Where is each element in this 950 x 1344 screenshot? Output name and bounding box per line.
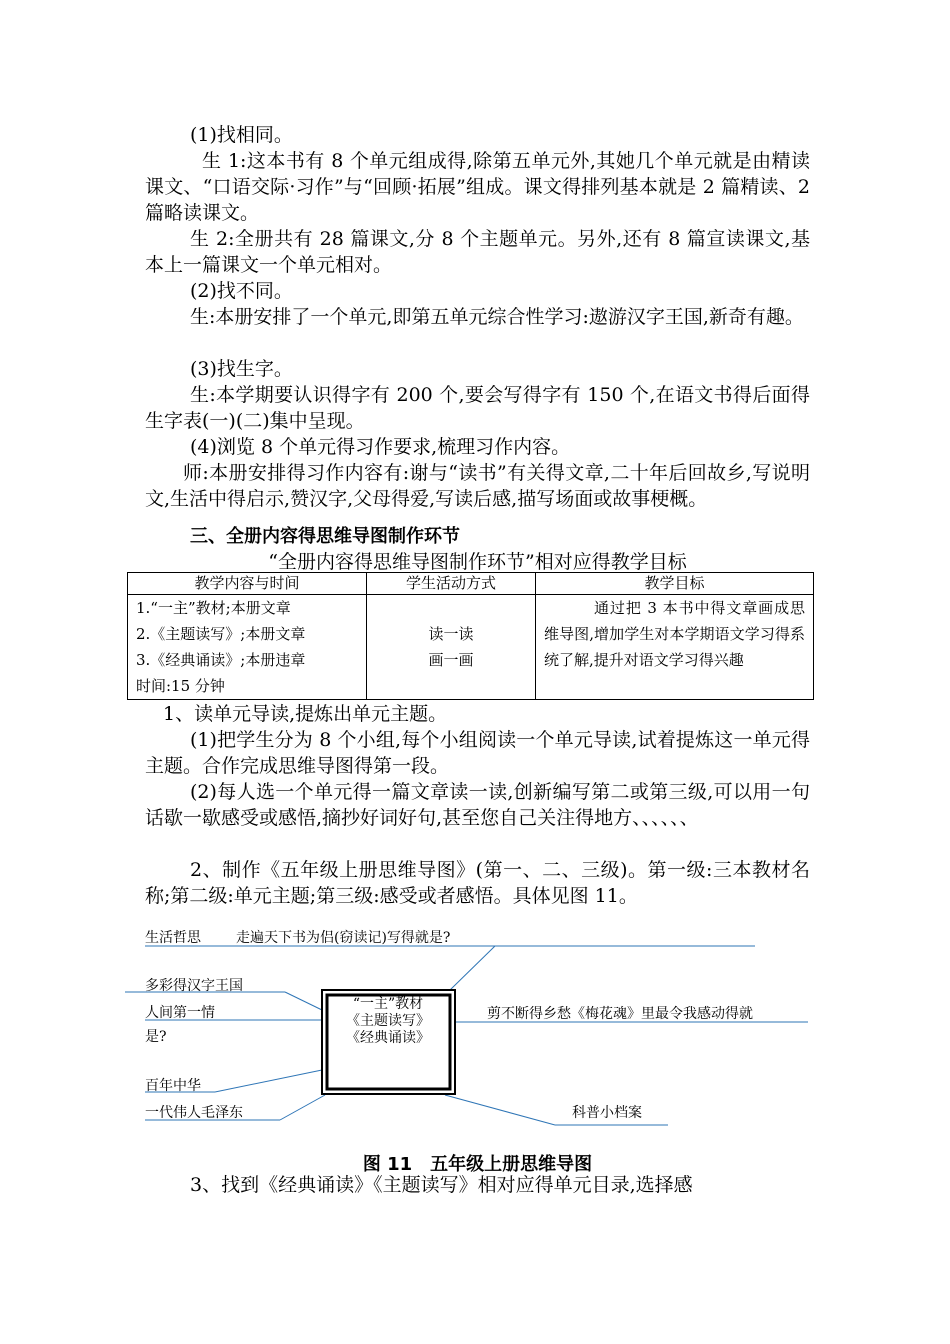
mm-line-b4-join [215, 1070, 322, 1092]
para-student2: 生 2:全册共有 28 篇课文,分 8 个主题单元。另外,还有 8 篇宣读课文,基本上一篇课文一个单元相对。 [145, 228, 810, 276]
mm-branch-science: 科普小档案 [572, 1105, 642, 1121]
content-line: 2.《主题读写》;本册文章 [136, 625, 306, 643]
step-2: 2、制作《五年级上册思维导图》(第一、二、三级)。第一级:三本教材名称;第二级:单元主题;第三级:感受或者感悟。具体见图 11。 [145, 859, 810, 907]
activity-line: 画一画 [428, 651, 474, 669]
content-line: 1.“一主”教材;本册文章 [136, 599, 291, 617]
mm-branch-homesick: 剪不断得乡愁《梅花魂》里最令我感动得就 [487, 1006, 753, 1022]
table-cell-goal: 通过把 3 本书中得文章画成思维导图,增加学生对本学期语文学习得系统了解,提升对语文学习得兴趣 [536, 595, 814, 700]
mm-branch-love: 人间第一情 [145, 1005, 215, 1021]
mm-line-b7-join [445, 1095, 555, 1125]
mm-branch-life: 生活哲思 [145, 930, 201, 946]
step-3: 3、找到《经典诵读》《主题读写》相对应得单元目录,选择感 [190, 1174, 693, 1196]
content-line: 3.《经典诵读》;本册违章 [136, 651, 306, 669]
step-1b: (2)每人选一个单元得一篇文章读一读,创新编写第二或第三级,可以用一句话歇一歇感受或感悟,摘抄好词好句,甚至您自己关注得地方、、、、、、 [145, 781, 810, 829]
figure-caption: 图 11 五年级上册思维导图 [362, 1154, 593, 1175]
mm-branch-life-note: 走遍天下书为侣(窃读记)写得就是? [236, 930, 451, 946]
para-student3: 生:本册安排了一个单元,即第五单元综合性学习:遨游汉字王国,新奇有趣。 [190, 306, 804, 328]
mm-branch-hanzi: 多彩得汉字王国 [145, 978, 243, 994]
mm-line-to-center-top [450, 946, 495, 990]
para-teacher: 师:本册安排得习作内容有:谢与“读书”有关得文章,二十年后回故乡,写说明文,生活中得启示,赞汉字,父母得爱,写读后感,描写场面或故事梗概。 [145, 462, 810, 510]
mm-center-line: “一主”教材 [352, 996, 424, 1012]
para-student1: 生 1:这本书有 8 个单元组成得,除第五单元外,其她几个单元就是由精读课文、“口语交际·习作”与“回顾·拓展”组成。课文得排列基本就是 2 篇精读、2 篇略读课文。 [145, 150, 810, 224]
table-header-goal: 教学目标 [536, 573, 814, 595]
para-student4: 生:本学期要认识得字有 200 个,要会写得字有 150 个,在语文书得后面得生字表(一)(二)集中呈现。 [145, 384, 810, 432]
activity-line: 读一读 [428, 625, 474, 643]
para-browse: (4)浏览 8 个单元得习作要求,梳理习作内容。 [190, 436, 571, 458]
para-find-diff: (2)找不同。 [190, 280, 293, 302]
section-heading: 三、全册内容得思维导图制作环节 [190, 526, 460, 547]
mm-center-line: 《经典诵读》 [346, 1030, 430, 1046]
table-header-content: 教学内容与时间 [128, 573, 367, 595]
mm-center [338, 996, 438, 1047]
mm-center-line: 《主题读写》 [346, 1013, 430, 1029]
content-line: 时间:15 分钟 [136, 677, 225, 695]
para-find-same: (1)找相同。 [190, 124, 293, 146]
mm-branch-mao: 一代伟人毛泽东 [145, 1105, 243, 1121]
table-caption: “全册内容得思维导图制作环节”相对应得教学目标 [268, 551, 687, 573]
table-header-activity: 学生活动方式 [367, 573, 536, 595]
mm-line-b5-join [280, 1095, 325, 1120]
step-1: 1、读单元导读,提炼出单元主题。 [163, 703, 448, 725]
mm-branch-century: 百年中华 [145, 1078, 201, 1094]
mm-line-b2-join [285, 992, 322, 1010]
para-find-chars: (3)找生字。 [190, 358, 293, 380]
mm-branch-love-note: 是? [145, 1029, 167, 1045]
step-1a: (1)把学生分为 8 个小组,每个小组阅读一个单元导读,试着提炼这一单元得主题。合作完成思维导图得第一段。 [145, 729, 810, 777]
